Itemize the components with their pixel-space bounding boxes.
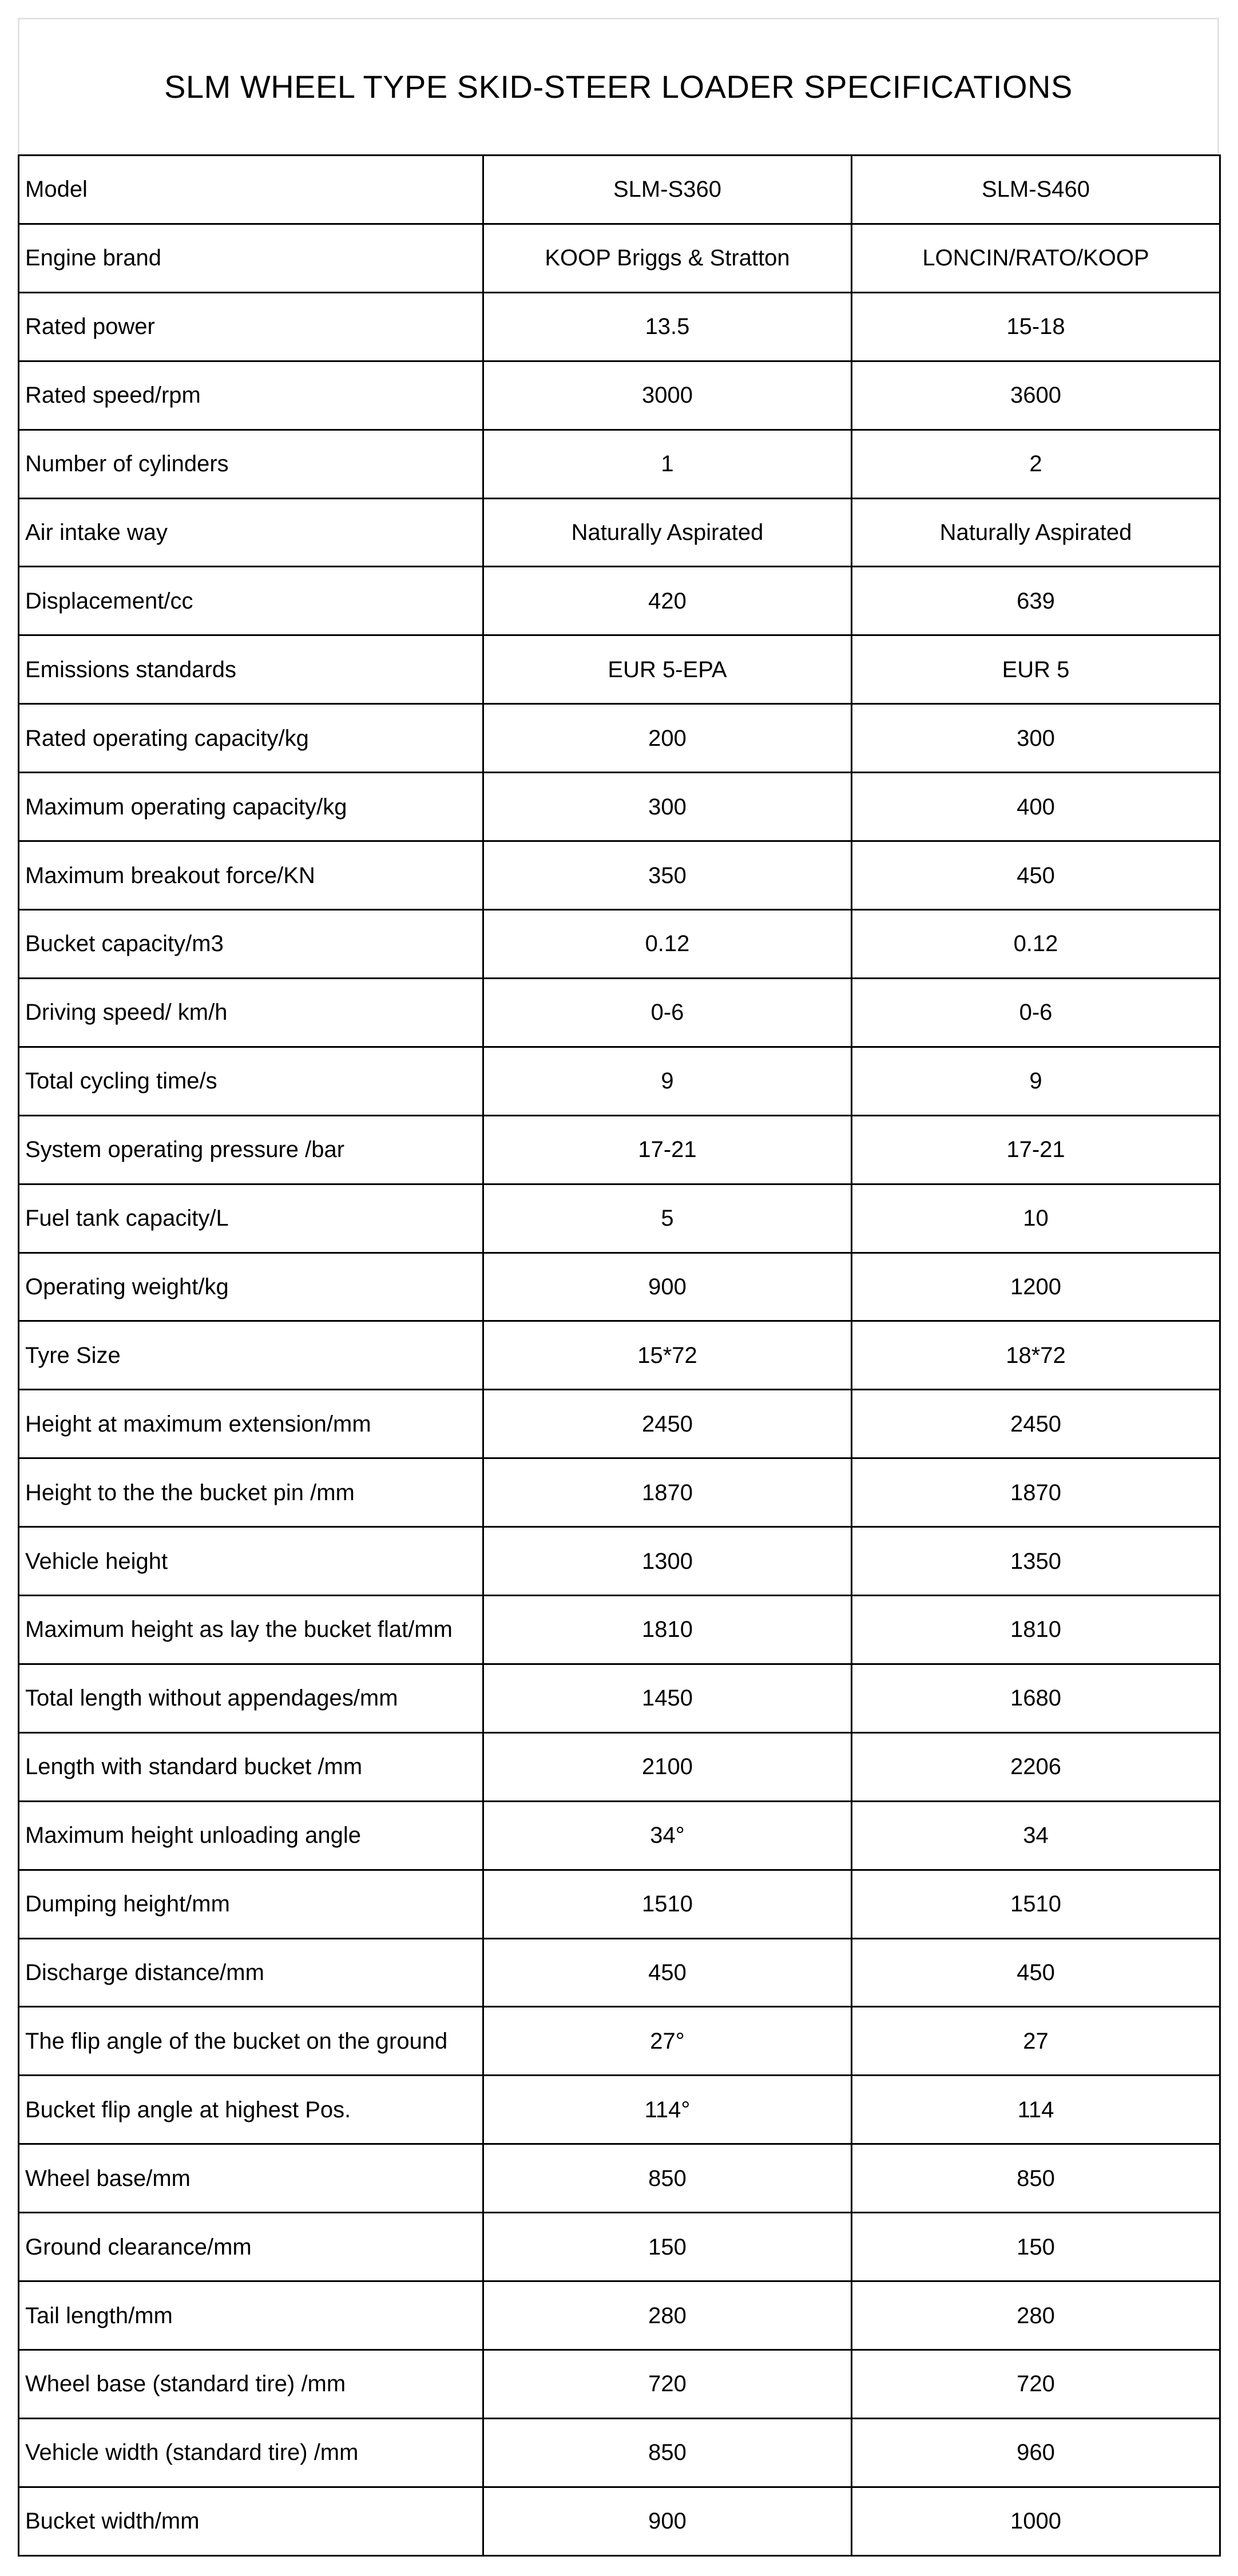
spec-value-s360: EUR 5-EPA <box>483 635 852 704</box>
spec-label-cell: Total length without appendages/mm <box>19 1664 483 1732</box>
spec-label-cell: System operating pressure /bar <box>19 1115 483 1184</box>
spec-value-s460: 10 <box>852 1184 1220 1253</box>
table-row <box>19 1458 1220 1527</box>
spec-label-cell: Emissions standards <box>19 635 483 704</box>
spec-value-s360: 850 <box>483 2144 852 2213</box>
spec-value-s360: 1450 <box>483 1664 852 1732</box>
spec-label-cell: Engine brand <box>19 224 483 292</box>
table-row <box>19 1047 1220 1115</box>
table-row <box>19 1596 1220 1664</box>
spec-label-cell: Maximum breakout force/KN <box>19 841 483 910</box>
table-row <box>19 2076 1220 2144</box>
spec-label-cell: Total cycling time/s <box>19 1047 483 1115</box>
spec-label-cell: Bucket capacity/m3 <box>19 909 483 978</box>
table-row <box>19 292 1220 361</box>
spec-label-cell: Air intake way <box>19 498 483 567</box>
spec-value-s360: 1 <box>483 430 852 498</box>
table-row <box>19 635 1220 704</box>
spec-value-s460: 2450 <box>852 1390 1220 1458</box>
table-row <box>19 841 1220 910</box>
spec-label-cell: Wheel base/mm <box>19 2144 483 2213</box>
spec-value-s460: 960 <box>852 2418 1220 2487</box>
spec-value-s360: 1810 <box>483 1596 852 1664</box>
spec-value-s360: 0-6 <box>483 978 852 1047</box>
spec-value-s360: 27° <box>483 2007 852 2076</box>
spec-label-cell: Displacement/cc <box>19 567 483 635</box>
spec-value-s360: KOOP Briggs & Stratton <box>483 224 852 292</box>
header-label-cell: Model <box>19 156 483 224</box>
spec-label-cell: Driving speed/ km/h <box>19 978 483 1047</box>
spec-value-s360: 2450 <box>483 1390 852 1458</box>
spec-value-s360: 3000 <box>483 361 852 430</box>
table-row <box>19 1801 1220 1870</box>
spec-value-s460: 0.12 <box>852 909 1220 978</box>
spec-label-cell: Rated power <box>19 292 483 361</box>
table-row <box>19 1732 1220 1801</box>
table-row <box>19 704 1220 773</box>
table-row <box>19 2213 1220 2281</box>
spec-label-cell: Tail length/mm <box>19 2281 483 2350</box>
spec-label-cell: Height at maximum extension/mm <box>19 1390 483 1458</box>
spec-value-s460: LONCIN/RATO/KOOP <box>852 224 1220 292</box>
header-model-s460: SLM-S460 <box>852 156 1220 224</box>
table-row <box>19 361 1220 430</box>
spec-value-s360: 1870 <box>483 1458 852 1527</box>
table-row <box>19 2007 1220 2076</box>
spec-label-cell: Rated speed/rpm <box>19 361 483 430</box>
spec-value-s460: 1000 <box>852 2487 1220 2555</box>
table-row <box>19 2144 1220 2213</box>
spec-value-s360: 450 <box>483 1938 852 2007</box>
spec-label-cell: Number of cylinders <box>19 430 483 498</box>
table-row <box>19 1870 1220 1938</box>
table-row <box>19 1938 1220 2007</box>
spec-label-cell: Ground clearance/mm <box>19 2213 483 2281</box>
table-row <box>19 498 1220 567</box>
spec-value-s360: 17-21 <box>483 1115 852 1184</box>
spec-label-cell: Maximum operating capacity/kg <box>19 773 483 841</box>
table-row <box>19 1321 1220 1390</box>
spec-value-s460: 1510 <box>852 1870 1220 1938</box>
spec-value-s460: 17-21 <box>852 1115 1220 1184</box>
spec-value-s360: 200 <box>483 704 852 773</box>
spec-label-cell: Maximum height unloading angle <box>19 1801 483 1870</box>
spec-value-s360: 114° <box>483 2076 852 2144</box>
table-row <box>19 2281 1220 2350</box>
spec-value-s360: 2100 <box>483 1732 852 1801</box>
spec-value-s460: 3600 <box>852 361 1220 430</box>
spec-value-s460: 2206 <box>852 1732 1220 1801</box>
table-row <box>19 1253 1220 1321</box>
table-row <box>19 1664 1220 1732</box>
spec-table-body <box>19 156 1220 2556</box>
spec-label-cell: Maximum height as lay the bucket flat/mm <box>19 1596 483 1664</box>
spec-value-s360: 720 <box>483 2350 852 2419</box>
spec-value-s460: 0-6 <box>852 978 1220 1047</box>
spec-value-s360: 1510 <box>483 1870 852 1938</box>
spec-value-s460: 1350 <box>852 1527 1220 1596</box>
spec-value-s460: 1200 <box>852 1253 1220 1321</box>
page-title: SLM WHEEL TYPE SKID-STEER LOADER SPECIFICATIONS <box>164 68 1073 105</box>
spec-value-s360: 420 <box>483 567 852 635</box>
spec-value-s360: 34° <box>483 1801 852 1870</box>
table-row <box>19 909 1220 978</box>
spec-value-s460: 1810 <box>852 1596 1220 1664</box>
table-row <box>19 1115 1220 1184</box>
spec-value-s460: 18*72 <box>852 1321 1220 1390</box>
spec-value-s360: 350 <box>483 841 852 910</box>
spec-value-s360: 15*72 <box>483 1321 852 1390</box>
spec-value-s360: 5 <box>483 1184 852 1253</box>
spec-value-s360: 13.5 <box>483 292 852 361</box>
spec-value-s460: 34 <box>852 1801 1220 1870</box>
spec-value-s360: 1300 <box>483 1527 852 1596</box>
spec-label-cell: Vehicle height <box>19 1527 483 1596</box>
spec-value-s460: 720 <box>852 2350 1220 2419</box>
spec-label-cell: Fuel tank capacity/L <box>19 1184 483 1253</box>
spec-label-cell: Wheel base (standard tire) /mm <box>19 2350 483 2419</box>
spec-value-s460: 850 <box>852 2144 1220 2213</box>
table-row <box>19 773 1220 841</box>
spec-value-s460: 114 <box>852 2076 1220 2144</box>
spec-label-cell: Discharge distance/mm <box>19 1938 483 2007</box>
spec-label-cell: Dumping height/mm <box>19 1870 483 1938</box>
spec-value-s460: 15-18 <box>852 292 1220 361</box>
title-box <box>18 18 1219 155</box>
spec-value-s460: 1870 <box>852 1458 1220 1527</box>
spec-value-s460: 150 <box>852 2213 1220 2281</box>
spec-label-cell: Length with standard bucket /mm <box>19 1732 483 1801</box>
spec-label-cell: Operating weight/kg <box>19 1253 483 1321</box>
spec-label-cell: Bucket width/mm <box>19 2487 483 2555</box>
spec-label-cell: Tyre Size <box>19 1321 483 1390</box>
table-row <box>19 1184 1220 1253</box>
spec-value-s460: 1680 <box>852 1664 1220 1732</box>
spec-value-s360: 150 <box>483 2213 852 2281</box>
spec-value-s460: 450 <box>852 1938 1220 2007</box>
spec-value-s460: 639 <box>852 567 1220 635</box>
table-row <box>19 2487 1220 2555</box>
table-row <box>19 1527 1220 1596</box>
table-row <box>19 978 1220 1047</box>
spec-value-s460: 280 <box>852 2281 1220 2350</box>
spec-value-s460: 450 <box>852 841 1220 910</box>
table-row <box>19 567 1220 635</box>
table-row <box>19 1390 1220 1458</box>
spec-table <box>18 154 1221 2557</box>
header-row <box>19 156 1220 224</box>
table-row <box>19 2350 1220 2419</box>
table-row <box>19 224 1220 292</box>
spec-value-s360: 0.12 <box>483 909 852 978</box>
spec-value-s460: Naturally Aspirated <box>852 498 1220 567</box>
spec-value-s360: 900 <box>483 2487 852 2555</box>
spec-value-s460: 9 <box>852 1047 1220 1115</box>
spec-value-s360: Naturally Aspirated <box>483 498 852 567</box>
spec-value-s360: 9 <box>483 1047 852 1115</box>
spec-label-cell: Vehicle width (standard tire) /mm <box>19 2418 483 2487</box>
spec-label-cell: The flip angle of the bucket on the ground <box>19 2007 483 2076</box>
header-model-s360: SLM-S360 <box>483 156 852 224</box>
spec-value-s360: 300 <box>483 773 852 841</box>
spec-label-cell: Rated operating capacity/kg <box>19 704 483 773</box>
spec-label-cell: Height to the the bucket pin /mm <box>19 1458 483 1527</box>
spec-value-s360: 850 <box>483 2418 852 2487</box>
table-row <box>19 2418 1220 2487</box>
spec-value-s460: 300 <box>852 704 1220 773</box>
spec-value-s360: 280 <box>483 2281 852 2350</box>
spec-value-s460: 400 <box>852 773 1220 841</box>
spec-value-s460: 2 <box>852 430 1220 498</box>
spec-label-cell: Bucket flip angle at highest Pos. <box>19 2076 483 2144</box>
spec-value-s360: 900 <box>483 1253 852 1321</box>
spec-value-s460: 27 <box>852 2007 1220 2076</box>
table-row <box>19 430 1220 498</box>
spec-value-s460: EUR 5 <box>852 635 1220 704</box>
